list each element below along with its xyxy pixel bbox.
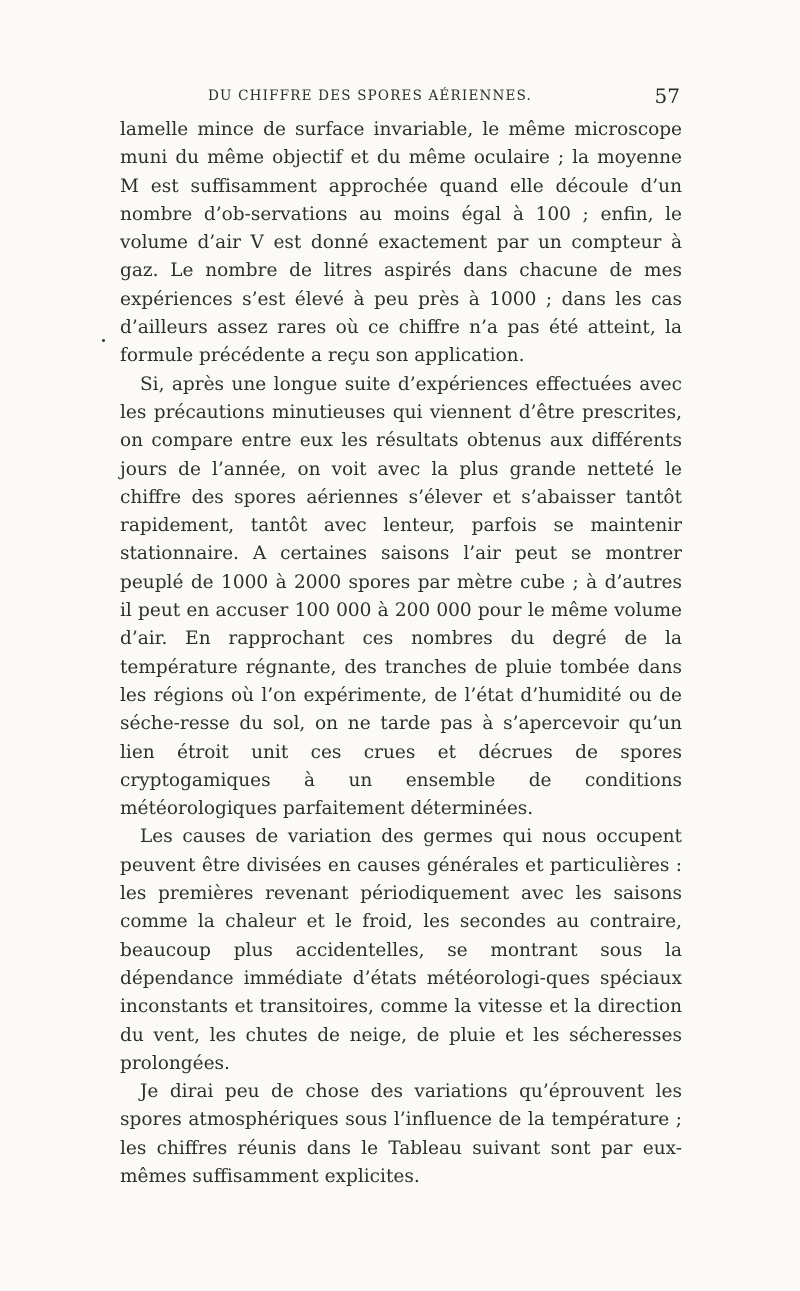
paragraph-continuation: lamelle mince de surface invariable, le même microscope muni du même objectif et du même oculaire ; la moyenne M est suffisamment approchée quand elle découle d’un nombre d’ob-servations au moins égal à 100 ; enfin, le volume d’air V est donné exactement par un compteur à gaz. Le nombre de litres aspirés dans chacune de mes expériences s’est élevé à peu près à 1000 ; dans les cas d’ailleurs assez rares où ce chiffre n’a pas été atteint, la formule précédente a reçu son application. xyxy=(120,119,682,367)
margin-dot xyxy=(102,339,105,342)
paragraph: Les causes de variation des germes qui nous occupent peuvent être divisées en causes générales et particulières : les premières revenant périodiquement avec les saisons comme la chaleur et le froid, les secondes au contraire, beaucoup plus accidentelles, se montrant sous la dépendance immédiate d’états météorologi-ques spéciaux inconstants et transitoires, comme la vitesse et la direction du vent, les chutes de neige, de pluie et les sécheresses prolongées. xyxy=(120,826,682,1074)
page-number: 57 xyxy=(654,84,680,108)
paragraph: Si, après une longue suite d’expériences effectuées avec les précautions minutieuses qui viennent d’être prescrites, on compare entre eux les résultats obtenus aux différents jours de l’année, on voit avec la plus grande netteté le chiffre des spores aériennes s’élever et s’abaisser tantôt rapidement, tantôt avec lenteur, parfois se maintenir stationnaire. A certaines saisons l’air peut se montrer peuplé de 1000 à 2000 spores par mètre cube ; à d’autres il peut en accuser 100 000 à 200 000 pour le même volume d’air. En rapprochant ces nombres du degré de la température régnante, des tranches de pluie tombée dans les régions où l’on expérimente, de l’état d’humidité ou de séche-resse du sol, on ne tarde pas à s’apercevoir qu’un lien étroit unit ces crues et décrues de spores cryptogamiques à un ensemble de conditions météorologiques parfaitement déterminées. xyxy=(120,373,682,820)
running-title: DU CHIFFRE DES SPORES AÉRIENNES. xyxy=(208,88,533,104)
body-text xyxy=(120,116,682,1191)
paragraph: Je dirai peu de chose des variations qu’éprouvent les spores atmosphériques sous l’influence de la température ; les chiffres réunis dans le Tableau suivant sont par eux-mêmes suffisamment explicites. xyxy=(120,1081,682,1187)
